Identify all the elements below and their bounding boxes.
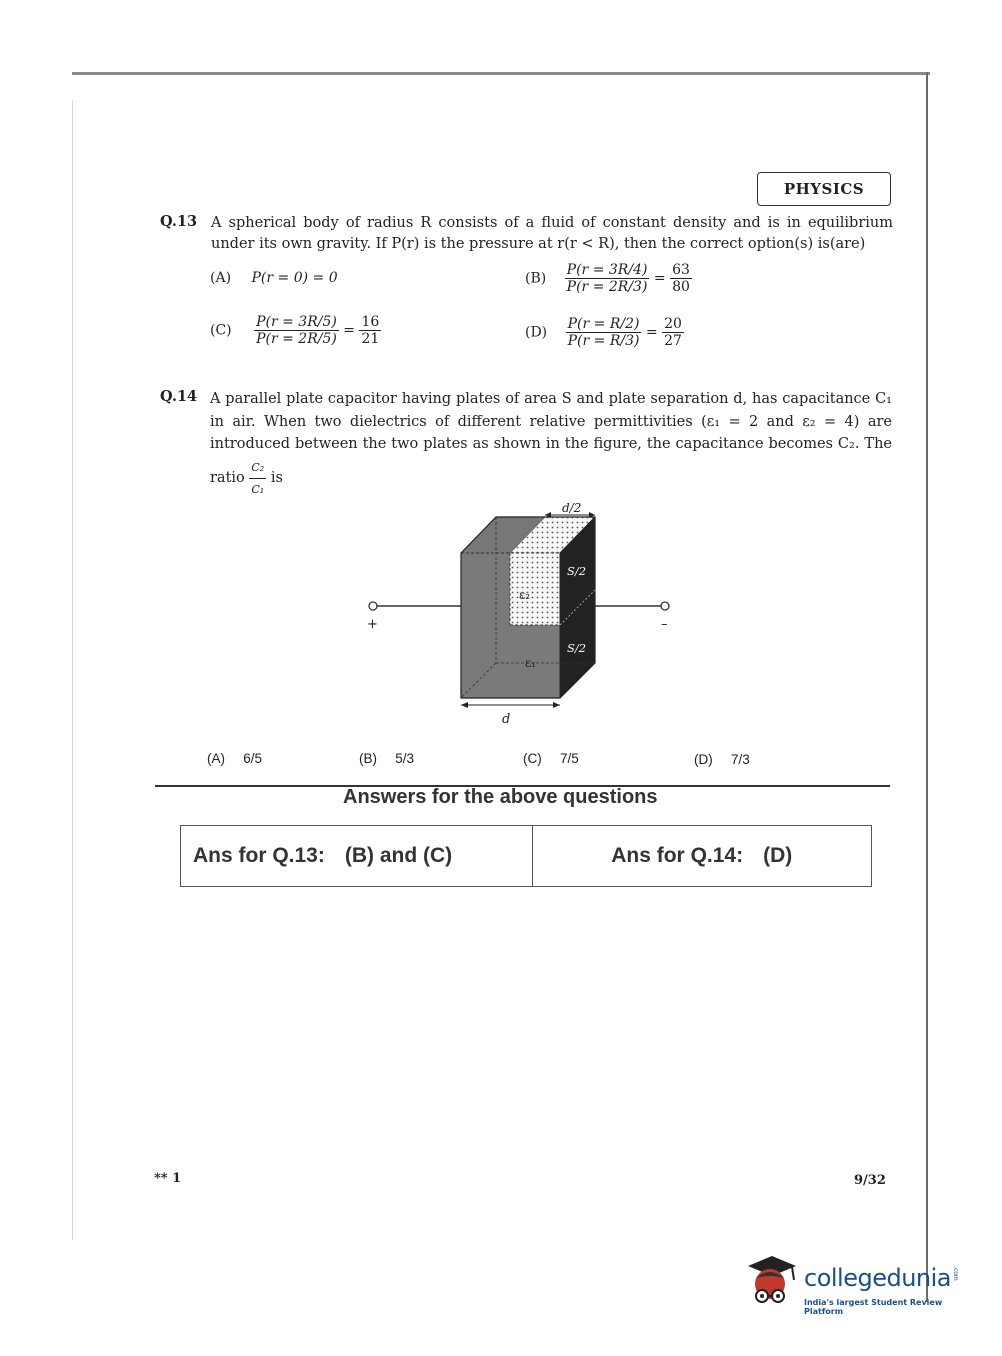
label-eps2: ε₂ [519, 588, 531, 602]
answer-q14-value: (D) [763, 844, 793, 867]
q14-text [210, 388, 892, 456]
q14-line1: A parallel plate capacitor having plates of area S and plate separation d, has capacitance C₁ [210, 391, 892, 407]
answer-q13-value: (B) and (C) [344, 844, 453, 867]
left-terminal [369, 602, 377, 610]
q14-ratio: ratio $\frac{\text{C₂}}{\text{C₁}}$ is [210, 457, 283, 500]
label-minus: – [661, 617, 668, 632]
q13-option-b: (B) $\frac{P(r = 3R/4)}{P(r = 2R/3)}$ = $\frac{63}{80}$ [525, 262, 690, 295]
q14-number: Q.14 [160, 388, 198, 405]
top-rule [72, 72, 930, 75]
q14-option-c: (C) 7/5 [523, 751, 579, 766]
q13-line1: A spherical body of radius R consists of a fluid of constant density and is in equilibrium [211, 215, 893, 231]
q14-option-d: (D) 7/3 [694, 752, 750, 767]
logo-tagline: India's largest Student Review Platform [804, 1298, 943, 1316]
answers-heading: Answers for the above questions [343, 786, 658, 808]
label-s-half-top: S/2 [567, 564, 587, 578]
page-number: 9/32 [854, 1173, 886, 1188]
answer-q14: Ans for Q.14: (D) [611, 844, 793, 867]
logo-wordmark: collegedunia [804, 1264, 952, 1292]
mascot-icon [742, 1252, 800, 1310]
q14-line3: introduced between the two plates as shown in the figure, the capacitance becomes C₂. The [210, 436, 892, 452]
answers-box [180, 825, 872, 887]
collegedunia-logo [742, 1252, 972, 1316]
q13-number: Q.13 [160, 213, 198, 230]
subject-badge: PHYSICS [757, 172, 891, 206]
right-rule [926, 72, 928, 1302]
q13-option-d: (D) $\frac{P(r = R/2)}{P(r = R/3)}$ = $\frac{20}{27}$ [525, 316, 682, 349]
q13-text [211, 213, 893, 255]
label-d: d [502, 712, 511, 727]
label-d-half: d/2 [562, 501, 582, 515]
capacitor-figure [355, 495, 685, 735]
left-rule [72, 100, 73, 1240]
footer-left: ** 1 [154, 1171, 182, 1186]
right-terminal [661, 602, 669, 610]
answer-q13: Ans for Q.13: (B) and (C) [181, 826, 533, 886]
logo-suffix: .com [952, 1266, 959, 1281]
label-eps1: ε₁ [525, 656, 537, 670]
q13-option-a: (A) P(r = 0) = 0 [210, 270, 338, 286]
q14-line2: in air. When two dielectrics of different relative permittivities (ε₁ = 2 and ε₂ = 4) are [210, 413, 892, 430]
label-plus: + [367, 617, 378, 632]
label-s-half-bottom: S/2 [567, 641, 587, 655]
eps2-region [510, 553, 560, 625]
q14-option-b: (B) 5/3 [359, 751, 415, 766]
q13-line2: under its own gravity. If P(r) is the pressure at r(r < R), then the correct option(s) is(are) [211, 236, 866, 252]
q13-option-c: (C) $\frac{P(r = 3R/5)}{P(r = 2R/5)}$ = $\frac{16}{21}$ [210, 314, 380, 347]
q14-option-a: (A) 6/5 [207, 751, 263, 766]
